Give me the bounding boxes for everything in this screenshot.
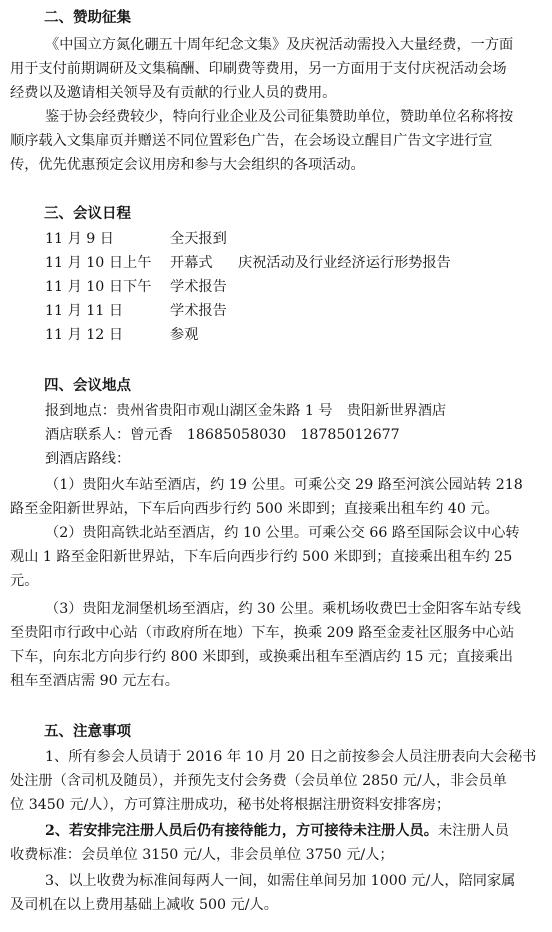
- schedule-date: 11 月 12 日: [45, 327, 124, 343]
- schedule-item: 学术报告: [170, 303, 227, 319]
- route-2-line-2: 观山 1 路至金阳新世界站，下车后向西步行约 500 米即到；直接乘出租车约 25: [10, 549, 513, 565]
- checkin-location: 报到地点：贵州省贵阳市观山湖区金朱路 1 号 贵阳新世界酒店: [45, 403, 447, 419]
- route-2-line-1: （2）贵阳高铁北站至酒店，约 10 公里。可乘公交 66 路至国际会议中心转: [45, 525, 520, 541]
- notice-1-line-3: 位 3450 元/人），方可算注册成功，秘书处将根据注册资料安排客房；: [10, 797, 451, 813]
- schedule-item: 开幕式: [170, 255, 213, 271]
- schedule-item: 学术报告: [170, 279, 227, 295]
- schedule-date: 11 月 11 日: [45, 303, 124, 319]
- notice-1-line-2: 处注册（含司机及随员），并预先支付会务费（会员单位 2850 元/人，非会员单: [10, 773, 507, 789]
- route-3-line-1: （3）贵阳龙洞堡机场至酒店，约 30 公里。乘机场收费巴士金阳客车站专线: [45, 601, 521, 617]
- section-3-heading: 三、会议日程: [44, 206, 131, 222]
- hotel-contact: 酒店联系人：曾元香 18685058030 18785012677: [45, 427, 400, 443]
- sponsor-paragraph-2-line-1: 鉴于协会经费较少，特向行业企业及公司征集赞助单位，赞助单位名称将按: [45, 109, 514, 125]
- route-1-line-1: （1）贵阳火车站至酒店，约 19 公里。可乘公交 29 路至河滨公园站转 218: [45, 477, 523, 493]
- section-4-heading: 四、会议地点: [44, 378, 131, 394]
- sponsor-paragraph-1-line-1: 《中国立方氮化硼五十周年纪念文集》及庆祝活动需投入大量经费，一方面: [45, 37, 514, 53]
- route-label: 到酒店路线：: [45, 451, 131, 467]
- notice-2-line-1: [45, 820, 509, 840]
- notice-2-bold-text: 2、若安排完注册人员后仍有接待能力，方可接待未注册人员。: [45, 823, 438, 839]
- schedule-row: [10, 324, 540, 348]
- schedule-date: 11 月 10 日下午: [45, 279, 152, 295]
- schedule-item: 参观: [170, 327, 199, 343]
- section-5-heading: 五、注意事项: [44, 724, 131, 740]
- schedule-date: 11 月 9 日: [45, 231, 114, 247]
- schedule-row: [10, 252, 540, 276]
- sponsor-paragraph-2-line-2: 顺序载入文集扉页并赠送不同位置彩色广告，在会场设立醒目广告文字进行宣: [10, 133, 493, 149]
- schedule-row: [10, 300, 540, 324]
- schedule-item: 全天报到: [170, 231, 227, 247]
- schedule-detail: 庆祝活动及行业经济运行形势报告: [238, 255, 451, 271]
- notice-2-rest-text: 未注册人员: [437, 823, 509, 839]
- sponsor-paragraph-1-line-2: 用于支付前期调研及文集稿酬、印刷费等费用，另一方面用于支付庆祝活动会场: [10, 61, 507, 77]
- route-3-line-2: 至贵阳市行政中心站（市政府所在地）下车，换乘 209 路至金麦社区服务中心站: [10, 625, 515, 641]
- route-3-line-3: 下车，向东北方向步行约 800 米即到，或换乘出租车至酒店约 15 元；直接乘出: [10, 649, 513, 665]
- route-2-line-3: 元。: [10, 573, 39, 589]
- route-1-line-2: 路至金阳新世界站，下车后向西步行约 500 米即到；直接乘出租车约 40 元。: [10, 501, 499, 517]
- notice-3-line-1: 3、以上收费为标准间每两人一间，如需住单间另加 1000 元/人，陪同家属: [45, 873, 516, 889]
- sponsor-paragraph-1-line-3: 经费以及邀请相关领导及有贡献的行业人员的费用。: [10, 85, 337, 101]
- sponsor-paragraph-2-line-3: 传，优先优惠预定会议用房和参与大会组织的各项活动。: [10, 157, 365, 173]
- notice-1-line-1: 1、所有参会人员请于 2016 年 10 月 20 日之前按参会人员注册表向大会秘书: [45, 749, 537, 765]
- schedule-row: [10, 228, 540, 252]
- route-3-line-4: 租车至酒店需 90 元左右。: [10, 673, 179, 689]
- schedule-row: [10, 276, 540, 300]
- schedule-date: 11 月 10 日上午: [45, 255, 152, 271]
- section-2-heading: 二、赞助征集: [44, 10, 131, 26]
- notice-3-line-2: 及司机在以上费用基础上减收 500 元/人。: [10, 897, 278, 913]
- notice-2-line-2: 收费标准：会员单位 3150 元/人，非会员单位 3750 元/人；: [10, 847, 394, 863]
